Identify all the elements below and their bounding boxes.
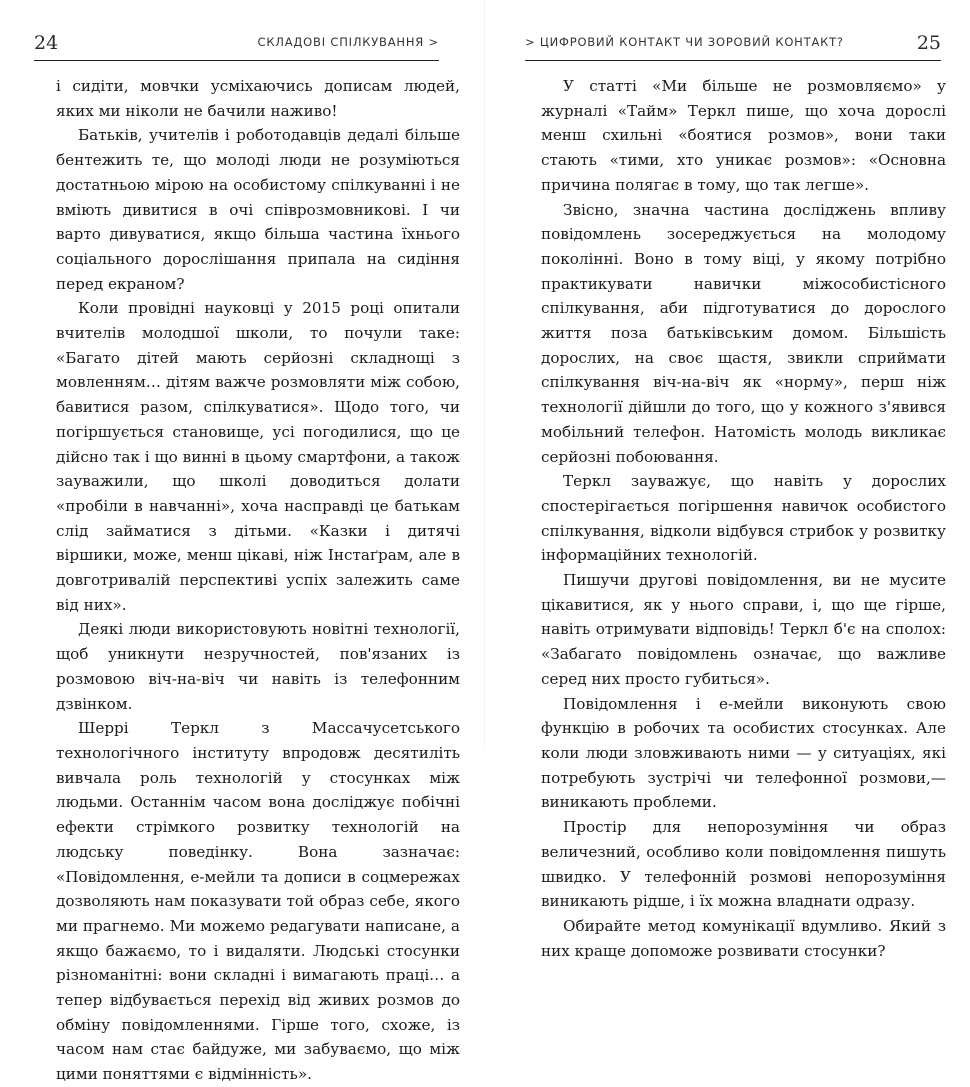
paragraph: Звісно, значна частина досліджень впливу повідомлень зосереджується на молодому поколінні. Воно в тому віці, у якому потрібно практикувати навички міжособистісного спілкування, аби підготуватися до дорослого життя поза батьківським домом. Більшість дорослих, на своє щастя, звикли сприймати спілкування віч-на-віч як «норму», перш ніж технології дійшли до того, що у кожного з'явився мобільний телефон. Натомість молодь викликає серйозні побоювання.: [541, 200, 946, 466]
header-rule: [34, 60, 439, 61]
right-page-header: [525, 28, 941, 58]
running-head: СКЛАДОВІ СПІЛКУВАННЯ >: [257, 35, 439, 49]
paragraph: Простір для непорозуміння чи образ величезний, особливо коли повідомлення пишуть швидко. У телефонній розмові непорозуміння виникають рідше, і їх можна владнати одразу.: [541, 818, 946, 911]
page-number: 24: [34, 32, 59, 54]
page-number: 25: [916, 32, 941, 54]
paragraph: Повідомлення і е-мейли виконують свою функцію в робочих та особистих стосунках. Але коли люди зловживають ними — у ситуаціях, які потребують зустрічі чи телефонної розмови,— виникають проблеми.: [541, 694, 946, 812]
paragraph: і сидіти, мовчки усміхаючись дописам людей, яких ми ніколи не бачили наживо!: [56, 77, 460, 120]
paragraph: Обирайте метод комунікації вдумливо. Який з них краще допоможе розвивати стосунки?: [541, 916, 946, 960]
left-page-header: [34, 28, 439, 58]
paragraph: Деякі люди використовують новітні технології, щоб уникнути незручностей, пов'язаних із розмовою віч-на-віч чи навіть із телефонним дзвінком.: [56, 620, 460, 713]
running-head: > ЦИФРОВИЙ КОНТАКТ ЧИ ЗОРОВИЙ КОНТАКТ?: [525, 35, 844, 49]
paragraph: Батьків, учителів і роботодавців дедалі більше бентежить те, що молоді люди не розуміються достатньою мірою на особистому спілкуванні і не вміють дивитися в очі співрозмовникові. І чи варто дивуватися, якщо більша частина їхнього соціального дорослішання припала на сидіння перед екраном?: [56, 126, 460, 293]
paragraph: Теркл зауважує, що навіть у дорослих спостерігається погіршення навичок особистого спілкування, відколи відбувся стрибок у розвитку інформаційних технологій.: [541, 472, 946, 565]
paragraph: Шеррі Теркл з Массачусетського технологічного інституту впродовж десятиліть вивчала роль технологій у стосунках між людьми. Останнім часом вона досліджує побічні ефекти стрімкого розвитку технологій на людську поведінку. Вона зазначає: «Повідомлення, е-мейли та дописи в соцмережах дозволяють нам показувати той образ себе, якого ми прагнемо. Ми можемо редагувати написане, а якщо бажаємо, то і видаляти. Людські стосунки різноманітні: вони складні і вимагають праці… а тепер відбувається перехід від живих розмов до обміну повідомленнями. Гірше того, схоже, із часом нам стає байдуже, ми забуваємо, що між цими поняттями є відмінність».: [56, 719, 460, 1084]
left-page: [0, 0, 485, 1084]
right-page-body: [541, 74, 946, 963]
right-page: [485, 0, 970, 960]
header-rule: [525, 60, 941, 61]
left-page-body: [56, 74, 460, 1087]
paragraph: У статті «Ми більше не розмовляємо» у журналі «Тайм» Теркл пише, що хоча дорослі менш схильні «боятися розмов», вони таки стають «тими, хто уникає розмов»: «Основна причина полягає в тому, що так легше».: [541, 77, 946, 194]
paragraph: Коли провідні науковці у 2015 році опитали вчителів молодшої школи, то почули таке: «Багато дітей мають серйозні складнощі з мовленням… дітям важче розмовляти між собою, бавитися разом, спілкуватися». Щодо того, чи погіршується становище, усі погодилися, що це дійсно так і що винні в цьому смартфони, а також зауважили, що школі доводиться долати «пробіли в навчанні», хоча насправді це батькам слід займатися з дітьми. «Казки і дитячі віршики, може, менш цікаві, ніж Інстаґрам, але в довготривалій перспективі успіх залежить саме від них».: [56, 299, 460, 614]
paragraph: Пишучи другові повідомлення, ви не мусите цікавитися, як у нього справи, і, що ще гірше, навіть отримувати відповідь! Теркл б'є на сполох: «Забагато повідомлень означає, що важливе серед них просто губиться».: [541, 571, 946, 688]
